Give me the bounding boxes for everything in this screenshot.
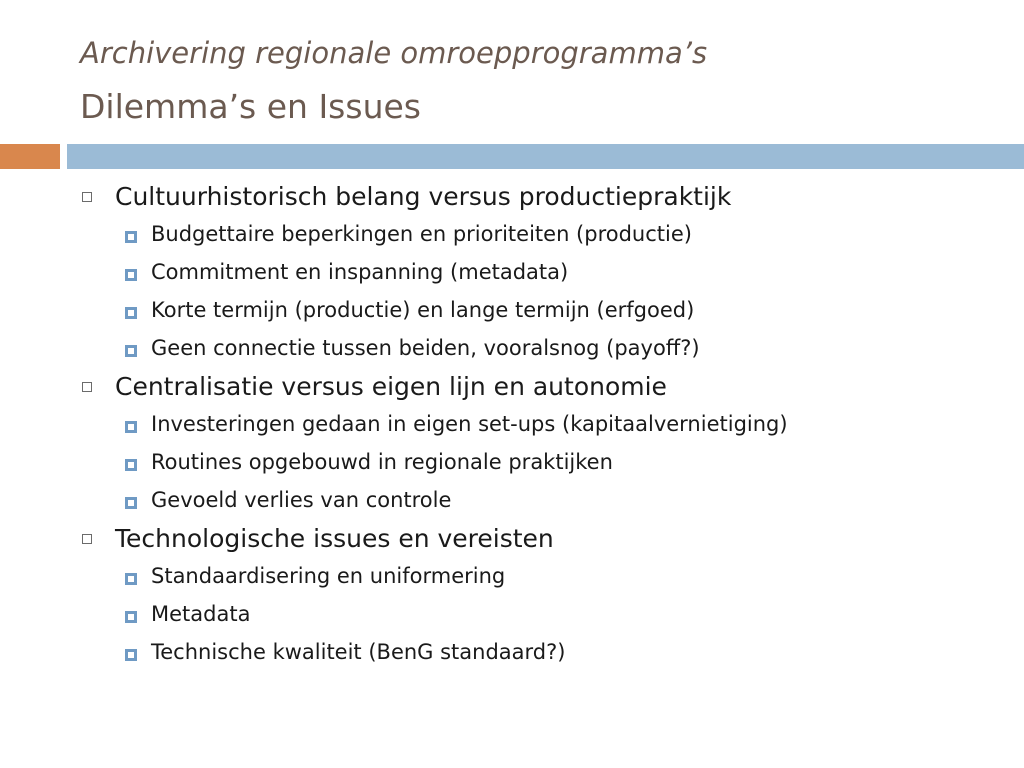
square-bullet-icon: [125, 497, 137, 509]
square-bullet-icon: [125, 421, 137, 433]
list-item: [80, 296, 1010, 334]
section-heading: [80, 524, 1010, 562]
hollow-square-bullet-icon: [82, 534, 92, 544]
list-item-text: Budgettaire beperkingen en prioriteiten (productie): [151, 222, 692, 246]
hollow-square-bullet-icon: [82, 382, 92, 392]
list-item-text: Gevoeld verlies van controle: [151, 488, 452, 512]
list-item-text: Geen connectie tussen beiden, vooralsnog (payoff?): [151, 336, 700, 360]
section-heading-text: Cultuurhistorisch belang versus productiepraktijk: [115, 182, 732, 211]
list-item-text: Standaardisering en uniformering: [151, 564, 506, 588]
list-item-text: Investeringen gedaan in eigen set-ups (kapitaalvernietiging): [151, 412, 788, 436]
list-item: [80, 334, 1010, 372]
list-item-text: Korte termijn (productie) en lange termijn (erfgoed): [151, 298, 695, 322]
list-item-text: Metadata: [151, 602, 251, 626]
list-item: [80, 448, 1010, 486]
square-bullet-icon: [125, 345, 137, 357]
section-heading: [80, 182, 1010, 220]
list-item-text: Technische kwaliteit (BenG standaard?): [151, 640, 566, 664]
list-item: [80, 410, 1010, 448]
bullet-list: [80, 182, 1010, 676]
accent-bar-orange: [0, 144, 60, 169]
list-item: [80, 220, 1010, 258]
accent-bar-blue: [67, 144, 1024, 169]
square-bullet-icon: [125, 231, 137, 243]
list-item: [80, 562, 1010, 600]
square-bullet-icon: [125, 573, 137, 585]
section-heading: [80, 372, 1010, 410]
list-item-text: Routines opgebouwd in regionale praktijken: [151, 450, 613, 474]
square-bullet-icon: [125, 611, 137, 623]
list-item: [80, 600, 1010, 638]
section-heading-text: Technologische issues en vereisten: [115, 524, 554, 553]
slide-subtitle: Archivering regionale omroepprogramma’s: [80, 36, 708, 70]
slide-title: Dilemma’s en Issues: [80, 87, 421, 126]
hollow-square-bullet-icon: [82, 192, 92, 202]
square-bullet-icon: [125, 269, 137, 281]
list-item: [80, 258, 1010, 296]
section-heading-text: Centralisatie versus eigen lijn en autonomie: [115, 372, 667, 401]
square-bullet-icon: [125, 307, 137, 319]
square-bullet-icon: [125, 649, 137, 661]
list-item: [80, 638, 1010, 676]
square-bullet-icon: [125, 459, 137, 471]
list-item: [80, 486, 1010, 524]
list-item-text: Commitment en inspanning (metadata): [151, 260, 569, 284]
